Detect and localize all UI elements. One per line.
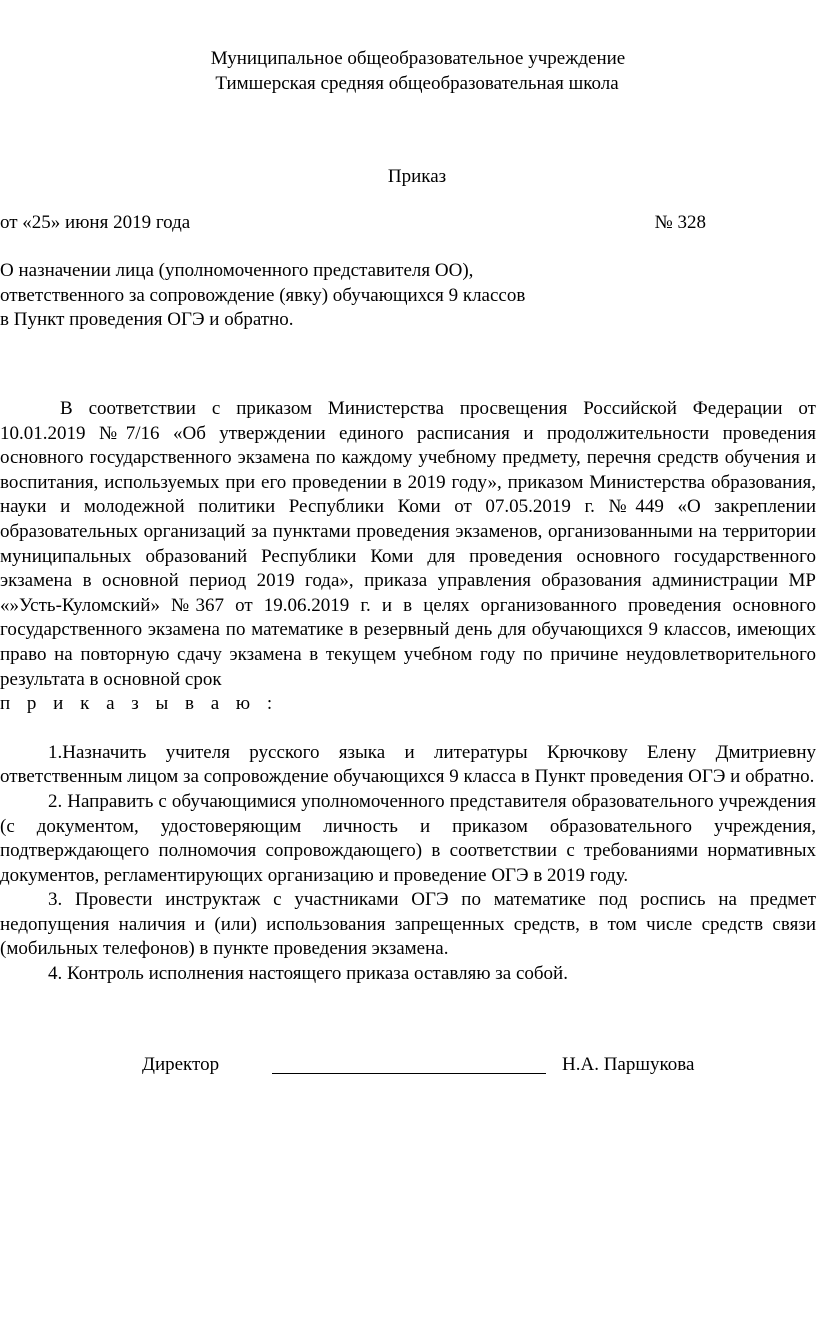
order-item-1: 1.Назначить учителя русского языка и литературы Крючкову Елену Дмитриевну ответственным лицом за сопровождение обучающихся 9 класса в Пункт проведения ОГЭ и обратно.	[0, 741, 816, 788]
organization-header	[0, 46, 816, 96]
order-body	[0, 397, 816, 987]
signature-line	[272, 1073, 546, 1074]
document-title-text: Приказ	[387, 166, 447, 187]
order-subject	[0, 259, 600, 333]
order-item-2: 2. Направить с обучающимися уполномоченного представителя образовательного учреждения (с документом, удостоверяющим личность и приказом образовательного учреждения, подтверждающего полномочия сопровождающего) в соответствии с требованиями нормативных документов, регламентирующих организацию и проведение ОГЭ в 2019 году.	[0, 790, 816, 886]
order-date: от «25» июня 2019 года	[0, 212, 191, 233]
signatory-role: Директор	[142, 1054, 220, 1075]
preamble-text: В соответствии с приказом Министерства просвещения Российской Федерации от 10.01.2019 №7/16 «Об утверждении единого расписания и продолжительности проведения основного государственного экзамена по каждому учебному предмету, перечня средств обучения и воспитания, используемых при его проведении в 2019 году», приказом Министерства образования, науки и молодежной политики Республики Коми от 07.05.2019 г. №449 «О закреплении образовательных организаций за пунктами проведения экзаменов, организованными на территории муниципальных образований Республики Коми для проведения основного государственного экзамена в основной период 2019 года», приказа управления образования администрации МР «»Усть-Куломский» №367 от 19.06.2019 г. и в целях организованного проведения основного государственного экзамена по математике в резервный день для обучающихся 9 классов, имеющих право на повторную сдачу экзамена в текущем учебном году по причине неудовлетворительного результата в основной срок	[0, 398, 816, 690]
subject-line-1: О назначении лица (уполномоченного представителя ОО),	[0, 260, 474, 281]
order-item-4: 4. Контроль исполнения настоящего приказа оставляю за собой.	[48, 963, 568, 985]
subject-line-2: ответственного за сопровождение (явку) обучающихся 9 классов	[0, 284, 526, 306]
paragraph-gap	[0, 717, 816, 741]
order-word: п р и к а з ы в а ю :	[0, 693, 279, 715]
order-item-3: 3. Провести инструктаж с участниками ОГЭ по математике под роспись на предмет недопущения наличия и (или) использования запрещенных средств, в том числе средств связи (мобильных телефонов) в пункте проведения экзамена.	[0, 889, 816, 960]
signatory-name: Н.А. Паршукова	[562, 1054, 695, 1075]
document-title	[0, 164, 816, 189]
organization-type: Муниципальное общеобразовательное учреждение	[210, 48, 626, 69]
preamble-paragraph	[0, 397, 816, 692]
organization-name: Тимшерская средняя общеобразовательная школа	[215, 73, 619, 94]
order-word-paragraph	[0, 692, 816, 717]
subject-line-3: в Пункт проведения ОГЭ и обратно.	[0, 309, 294, 330]
order-number: № 328	[654, 212, 706, 233]
